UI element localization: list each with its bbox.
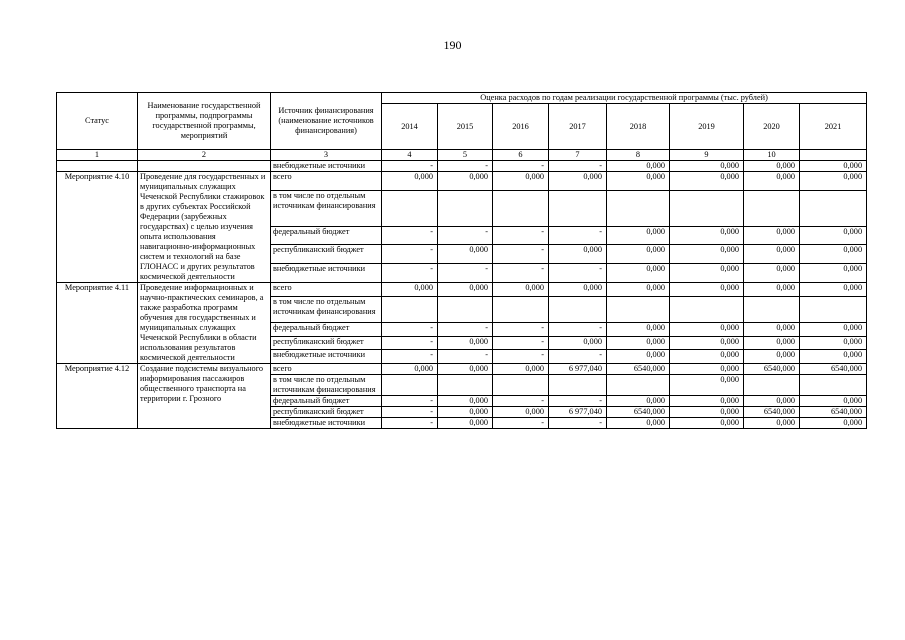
value-cell: 0,000 xyxy=(549,336,607,350)
value-cell: 0,000 xyxy=(800,283,867,297)
value-cell xyxy=(800,190,867,226)
funding-source: федеральный бюджет xyxy=(271,226,382,245)
value-cell: 0,000 xyxy=(607,350,670,364)
value-cell: - xyxy=(549,161,607,172)
value-cell: - xyxy=(549,396,607,407)
activity-name: Проведение для государственных и муниципальных служащих Чеченской Республики стажировок в других субъектах Российской Федерации (зарубежных государствах) с целью изучения опыта использования навигационно-информационных систем и технологий на базе ГЛОНАСС и других результатов космической деятельности xyxy=(138,172,271,283)
value-cell: 0,000 xyxy=(800,226,867,245)
value-cell: 0,000 xyxy=(744,396,800,407)
value-cell: 0,000 xyxy=(549,283,607,297)
page-number: 190 xyxy=(443,38,462,52)
value-cell xyxy=(670,296,744,322)
value-cell: 0,000 xyxy=(744,350,800,364)
value-cell: 0,000 xyxy=(670,264,744,283)
header-name: Наименование государственной программы, подпрограммы государственной программы, мероприятий xyxy=(138,93,271,150)
funding-source: внебюджетные источники xyxy=(271,264,382,283)
header-year: 2020 xyxy=(744,104,800,150)
value-cell: 0,000 xyxy=(744,336,800,350)
value-cell: - xyxy=(382,396,438,407)
value-cell: 0,000 xyxy=(800,322,867,336)
value-cell: 0,000 xyxy=(607,322,670,336)
value-cell: - xyxy=(493,418,549,429)
column-index-row xyxy=(57,150,867,161)
table-row xyxy=(57,283,867,297)
value-cell: 0,000 xyxy=(438,364,493,375)
funding-source: всего xyxy=(271,172,382,191)
value-cell: 0,000 xyxy=(800,350,867,364)
activity-status: Мероприятие 4.12 xyxy=(57,364,138,429)
value-cell xyxy=(493,375,549,396)
value-cell: - xyxy=(549,226,607,245)
header-year: 2016 xyxy=(493,104,549,150)
header-year: 2014 xyxy=(382,104,438,150)
value-cell: 0,000 xyxy=(800,336,867,350)
value-cell: - xyxy=(493,245,549,264)
funding-source: республиканский бюджет xyxy=(271,245,382,264)
value-cell: 0,000 xyxy=(607,336,670,350)
activity-name: Проведение информационных и научно-практических семинаров, а также разработка программ обучения для государственных и муниципальных служащих Чеченской Республики в области использования результатов космической деятельности xyxy=(138,283,271,364)
value-cell: 0,000 xyxy=(493,172,549,191)
funding-source: внебюджетные источники xyxy=(271,350,382,364)
value-cell: 0,000 xyxy=(607,161,670,172)
value-cell: 0,000 xyxy=(438,418,493,429)
value-cell: - xyxy=(438,226,493,245)
header-year: 2015 xyxy=(438,104,493,150)
value-cell: 0,000 xyxy=(800,264,867,283)
budget-table xyxy=(56,92,867,429)
value-cell: 6 977,040 xyxy=(549,407,607,418)
value-cell: 0,000 xyxy=(744,161,800,172)
header-estimate: Оценка расходов по годам реализации государственной программы (тыс. рублей) xyxy=(382,93,867,104)
activity-name: Создание подсистемы визуального информирования пассажиров общественного транспорта на территории г. Грозного xyxy=(138,364,271,429)
value-cell: - xyxy=(382,264,438,283)
value-cell: - xyxy=(382,336,438,350)
continuation-row xyxy=(57,161,867,172)
value-cell: 0,000 xyxy=(670,396,744,407)
value-cell xyxy=(744,190,800,226)
header-status: Статус xyxy=(57,93,138,150)
value-cell xyxy=(607,190,670,226)
column-index: 6 xyxy=(493,150,549,161)
value-cell xyxy=(670,190,744,226)
value-cell: - xyxy=(493,322,549,336)
value-cell xyxy=(744,375,800,396)
value-cell xyxy=(438,296,493,322)
value-cell: 0,000 xyxy=(670,245,744,264)
value-cell xyxy=(800,296,867,322)
activity-status: Мероприятие 4.10 xyxy=(57,172,138,283)
value-cell: 6 977,040 xyxy=(549,364,607,375)
value-cell: 0,000 xyxy=(382,172,438,191)
table-header xyxy=(57,93,867,150)
table-row xyxy=(57,172,867,191)
status-cell xyxy=(57,161,138,172)
value-cell: 0,000 xyxy=(382,364,438,375)
value-cell: 0,000 xyxy=(607,283,670,297)
value-cell: - xyxy=(549,350,607,364)
value-cell xyxy=(382,190,438,226)
value-cell xyxy=(800,375,867,396)
value-cell: 0,000 xyxy=(607,418,670,429)
value-cell xyxy=(549,375,607,396)
value-cell: 6540,000 xyxy=(800,407,867,418)
value-cell: 0,000 xyxy=(670,407,744,418)
value-cell: 6540,000 xyxy=(607,364,670,375)
name-cell xyxy=(138,161,271,172)
value-cell: 0,000 xyxy=(493,407,549,418)
value-cell: 0,000 xyxy=(670,172,744,191)
value-cell: 0,000 xyxy=(670,364,744,375)
header-source: Источник финансирования (наименование источников финансирования) xyxy=(271,93,382,150)
column-index: 9 xyxy=(670,150,744,161)
value-cell: - xyxy=(382,226,438,245)
value-cell: - xyxy=(549,418,607,429)
funding-source: всего xyxy=(271,283,382,297)
column-index: 10 xyxy=(744,150,800,161)
column-index: 2 xyxy=(138,150,271,161)
value-cell: 0,000 xyxy=(744,322,800,336)
value-cell: 0,000 xyxy=(607,245,670,264)
value-cell: 0,000 xyxy=(744,245,800,264)
value-cell: - xyxy=(438,161,493,172)
value-cell xyxy=(744,296,800,322)
value-cell: 0,000 xyxy=(438,336,493,350)
column-index: 4 xyxy=(382,150,438,161)
value-cell: 0,000 xyxy=(438,396,493,407)
column-index: 7 xyxy=(549,150,607,161)
value-cell: 0,000 xyxy=(607,226,670,245)
value-cell: 0,000 xyxy=(670,226,744,245)
value-cell: 0,000 xyxy=(607,396,670,407)
value-cell: 0,000 xyxy=(744,283,800,297)
value-cell: 0,000 xyxy=(670,375,744,396)
value-cell: 0,000 xyxy=(800,418,867,429)
value-cell: - xyxy=(549,322,607,336)
value-cell xyxy=(607,296,670,322)
column-index: 5 xyxy=(438,150,493,161)
value-cell: 6540,000 xyxy=(607,407,670,418)
value-cell xyxy=(438,190,493,226)
value-cell: 0,000 xyxy=(744,418,800,429)
value-cell: - xyxy=(493,264,549,283)
value-cell: 0,000 xyxy=(800,161,867,172)
value-cell: 0,000 xyxy=(549,172,607,191)
value-cell xyxy=(607,375,670,396)
value-cell: 0,000 xyxy=(607,264,670,283)
value-cell: 6540,000 xyxy=(800,364,867,375)
table-row xyxy=(57,364,867,375)
value-cell xyxy=(382,296,438,322)
value-cell: - xyxy=(438,322,493,336)
value-cell: - xyxy=(493,336,549,350)
value-cell: 0,000 xyxy=(800,396,867,407)
value-cell: 0,000 xyxy=(382,283,438,297)
value-cell: 6540,000 xyxy=(744,407,800,418)
funding-source: в том числе по отдельным источникам финансирования xyxy=(271,190,382,226)
value-cell: 0,000 xyxy=(438,245,493,264)
value-cell: 6540,000 xyxy=(744,364,800,375)
value-cell: - xyxy=(382,161,438,172)
activity-status: Мероприятие 4.11 xyxy=(57,283,138,364)
value-cell: - xyxy=(382,407,438,418)
value-cell: 0,000 xyxy=(670,418,744,429)
header-year: 2019 xyxy=(670,104,744,150)
value-cell: - xyxy=(549,264,607,283)
funding-source: республиканский бюджет xyxy=(271,407,382,418)
value-cell: 0,000 xyxy=(438,283,493,297)
value-cell: 0,000 xyxy=(607,172,670,191)
value-cell: 0,000 xyxy=(670,350,744,364)
funding-source: в том числе по отдельным источникам финансирования xyxy=(271,296,382,322)
column-index xyxy=(800,150,867,161)
value-cell: 0,000 xyxy=(493,283,549,297)
value-cell: 0,000 xyxy=(493,364,549,375)
value-cell: 0,000 xyxy=(438,407,493,418)
value-cell: 0,000 xyxy=(670,283,744,297)
value-cell: - xyxy=(382,418,438,429)
value-cell: 0,000 xyxy=(744,226,800,245)
column-index: 3 xyxy=(271,150,382,161)
column-index: 1 xyxy=(57,150,138,161)
value-cell: 0,000 xyxy=(670,336,744,350)
value-cell: 0,000 xyxy=(670,161,744,172)
header-year: 2017 xyxy=(549,104,607,150)
value-cell: - xyxy=(493,226,549,245)
value-cell: - xyxy=(382,322,438,336)
value-cell: - xyxy=(493,396,549,407)
table-body xyxy=(57,150,867,429)
value-cell xyxy=(382,375,438,396)
value-cell: 0,000 xyxy=(744,172,800,191)
value-cell xyxy=(493,296,549,322)
value-cell: - xyxy=(493,350,549,364)
funding-source: всего xyxy=(271,364,382,375)
value-cell xyxy=(549,296,607,322)
value-cell xyxy=(493,190,549,226)
value-cell: - xyxy=(438,350,493,364)
source-cell: внебюджетные источники xyxy=(271,161,382,172)
value-cell xyxy=(438,375,493,396)
funding-source: в том числе по отдельным источникам финансирования xyxy=(271,375,382,396)
funding-source: внебюджетные источники xyxy=(271,418,382,429)
value-cell: 0,000 xyxy=(670,322,744,336)
value-cell: 0,000 xyxy=(744,264,800,283)
funding-source: федеральный бюджет xyxy=(271,322,382,336)
value-cell: 0,000 xyxy=(438,172,493,191)
funding-source: федеральный бюджет xyxy=(271,396,382,407)
header-year: 2018 xyxy=(607,104,670,150)
value-cell: 0,000 xyxy=(549,245,607,264)
header-year: 2021 xyxy=(800,104,867,150)
value-cell: - xyxy=(382,350,438,364)
value-cell: 0,000 xyxy=(800,172,867,191)
value-cell xyxy=(549,190,607,226)
funding-source: республиканский бюджет xyxy=(271,336,382,350)
value-cell: - xyxy=(493,161,549,172)
column-index: 8 xyxy=(607,150,670,161)
value-cell: 0,000 xyxy=(800,245,867,264)
value-cell: - xyxy=(438,264,493,283)
value-cell: - xyxy=(382,245,438,264)
